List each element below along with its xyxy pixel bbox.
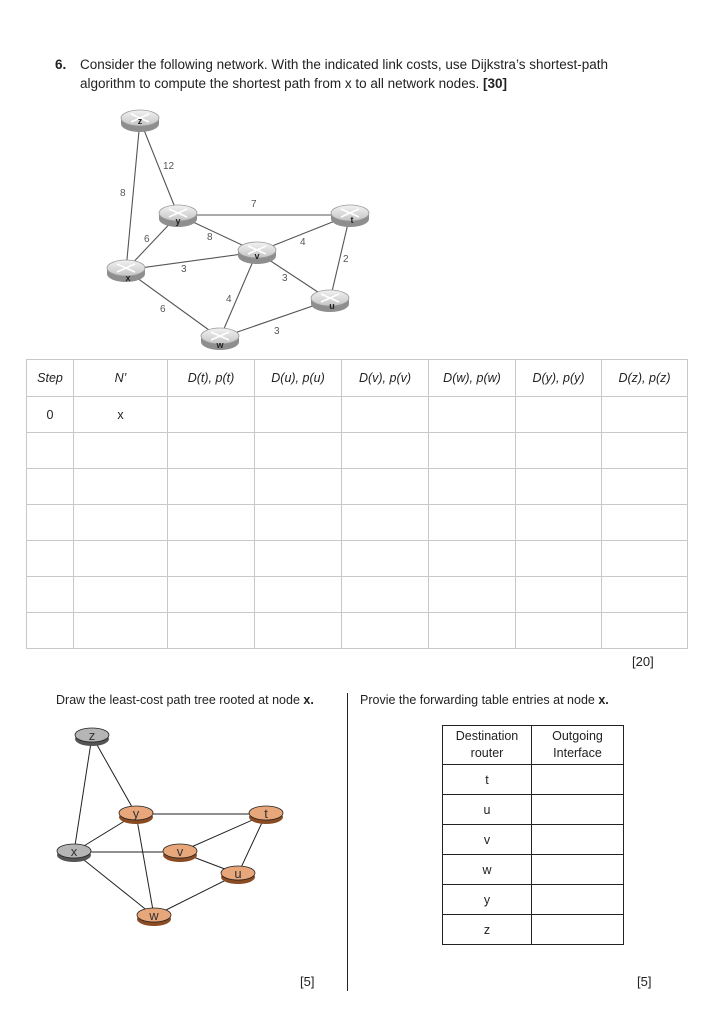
table-cell[interactable] (27, 505, 74, 541)
table-cell[interactable] (516, 613, 602, 649)
router-x (107, 260, 145, 283)
cost-z-x: 8 (120, 188, 126, 199)
dijkstra-table (26, 359, 688, 649)
destination-cell: w (443, 855, 532, 885)
table-cell[interactable] (602, 397, 688, 433)
table-cell[interactable] (602, 541, 688, 577)
cost-u-w: 3 (274, 326, 280, 337)
table-cell[interactable] (516, 469, 602, 505)
router-y (159, 205, 197, 227)
table-cell[interactable] (602, 577, 688, 613)
cost-v-w: 4 (226, 294, 232, 305)
table-cell[interactable] (168, 577, 255, 613)
cost-y-t: 7 (251, 199, 257, 210)
table-cell[interactable] (255, 397, 342, 433)
column-header: D(z), p(z) (602, 360, 688, 397)
table-cell[interactable] (429, 577, 516, 613)
cost-t-u: 2 (343, 254, 349, 265)
tree-node-u (221, 866, 255, 884)
table-cell[interactable] (27, 541, 74, 577)
table-cell[interactable] (516, 505, 602, 541)
tree-node-w-label: w (149, 908, 159, 923)
table-cell[interactable] (74, 433, 168, 469)
table-row (27, 469, 688, 505)
tree-node-y-label: y (132, 806, 140, 821)
router-u-label: u (329, 301, 335, 311)
table-cell[interactable] (255, 433, 342, 469)
table-cell[interactable] (74, 613, 168, 649)
section-divider (347, 693, 348, 991)
header-destination (443, 726, 532, 765)
table-marks: [20] (632, 654, 654, 669)
network-diagram (90, 100, 390, 355)
table-cell[interactable] (74, 469, 168, 505)
tree-node-z (75, 728, 109, 746)
forwarding-row (443, 855, 624, 885)
tree-prompt (56, 693, 314, 707)
table-row (27, 397, 688, 433)
tree-marks: [5] (300, 974, 315, 989)
table-cell[interactable] (74, 505, 168, 541)
table-cell[interactable] (516, 541, 602, 577)
cost-v-u: 3 (282, 273, 288, 284)
table-cell[interactable] (602, 613, 688, 649)
router-x-label: x (125, 273, 131, 283)
table-cell[interactable] (429, 397, 516, 433)
forwarding-row (443, 795, 624, 825)
header-outgoing-line2: Interface (553, 746, 602, 760)
table-cell[interactable] (168, 433, 255, 469)
table-cell[interactable] (27, 433, 74, 469)
router-y-label: y (175, 216, 181, 226)
table-cell[interactable] (74, 577, 168, 613)
table-cell[interactable] (255, 577, 342, 613)
header-destination-line1: Destination (455, 729, 519, 743)
table-cell[interactable] (602, 505, 688, 541)
table-cell[interactable] (516, 577, 602, 613)
question-marks: [30] (482, 76, 507, 91)
table-cell[interactable] (342, 577, 429, 613)
table-row (27, 541, 688, 577)
router-v-label: v (254, 251, 260, 261)
router-t-label: t (350, 215, 354, 225)
router-z-label: z (137, 116, 143, 126)
table-cell[interactable] (168, 397, 255, 433)
forwarding-prompt-node: x. (598, 693, 609, 707)
forwarding-prompt (360, 693, 609, 707)
tree-prompt-text: Draw the least-cost path tree rooted at node (56, 693, 300, 707)
destination-cell: u (443, 795, 532, 825)
tree-link-z-x (74, 736, 92, 852)
router-t (331, 205, 369, 227)
forwarding-row (443, 765, 624, 795)
table-row (27, 433, 688, 469)
table-cell[interactable] (168, 541, 255, 577)
table-cell[interactable] (602, 469, 688, 505)
header-outgoing-line1: Outgoing (552, 729, 603, 743)
table-row (27, 613, 688, 649)
tree-node-w (137, 908, 171, 926)
question-line-1: Consider the following network. With the indicated link costs, use Dijkstra’s shortest-path (80, 57, 608, 72)
question-line-2 (80, 76, 507, 91)
table-cell[interactable] (255, 613, 342, 649)
router-w-label: w (216, 340, 224, 350)
table-cell[interactable] (342, 541, 429, 577)
column-header: Step (27, 360, 74, 397)
table-cell[interactable] (429, 433, 516, 469)
outgoing-interface-cell[interactable] (532, 885, 624, 915)
column-header: D(w), p(w) (429, 360, 516, 397)
table-cell[interactable] (27, 613, 74, 649)
outgoing-interface-cell[interactable] (532, 855, 624, 885)
table-cell[interactable] (255, 469, 342, 505)
tree-link-z-y (92, 736, 136, 814)
tree-link-y-w (136, 814, 154, 916)
destination-cell: v (443, 825, 532, 855)
tree-node-v-label: v (176, 844, 184, 859)
tree-link-x-w (74, 852, 154, 916)
tree-node-z-label: z (88, 728, 96, 743)
table-cell[interactable] (168, 613, 255, 649)
tree-node-t (249, 806, 283, 824)
table-cell[interactable] (342, 613, 429, 649)
table-cell[interactable] (516, 433, 602, 469)
table-cell[interactable] (342, 505, 429, 541)
forwarding-table (442, 725, 624, 945)
table-cell[interactable] (429, 541, 516, 577)
column-header: D(v), p(v) (342, 360, 429, 397)
forwarding-row (443, 885, 624, 915)
forwarding-row (443, 825, 624, 855)
tree-node-x (57, 844, 91, 862)
table-cell[interactable]: x (74, 397, 168, 433)
tree-node-t-label: t (264, 806, 268, 821)
tree-node-u-label: u (234, 866, 242, 881)
column-header: D(t), p(t) (168, 360, 255, 397)
destination-cell: t (443, 765, 532, 795)
link-x-w (126, 270, 220, 338)
tree-diagram[interactable] (50, 722, 290, 932)
tree-links (74, 736, 266, 916)
table-cell[interactable] (602, 433, 688, 469)
header-outgoing (532, 726, 624, 765)
tree-prompt-node: x. (303, 693, 314, 707)
table-cell[interactable] (168, 505, 255, 541)
forwarding-body (443, 765, 624, 945)
cost-x-w: 6 (160, 304, 166, 315)
table-body (27, 397, 688, 649)
table-row (27, 505, 688, 541)
forwarding-marks: [5] (637, 974, 652, 989)
forwarding-row (443, 915, 624, 945)
table-cell[interactable] (429, 469, 516, 505)
forwarding-prompt-text: Provie the forwarding table entries at node (360, 693, 595, 707)
table-header-row (27, 360, 688, 397)
router-v (238, 242, 276, 264)
table-cell[interactable] (255, 541, 342, 577)
table-row (27, 577, 688, 613)
question-line-2-text: algorithm to compute the shortest path from x to all network nodes. (80, 76, 480, 91)
outgoing-interface-cell[interactable] (532, 825, 624, 855)
table-cell[interactable] (27, 577, 74, 613)
table-cell[interactable] (255, 505, 342, 541)
table-cell[interactable] (342, 433, 429, 469)
link-x-v (126, 251, 260, 270)
router-z (121, 110, 159, 132)
cost-y-x: 6 (144, 234, 150, 245)
tree-node-x-label: x (70, 844, 78, 859)
table-cell[interactable] (342, 397, 429, 433)
column-header: D(u), p(u) (255, 360, 342, 397)
outgoing-interface-cell[interactable] (532, 915, 624, 945)
link-costs (120, 161, 349, 337)
header-destination-line2: router (470, 746, 504, 760)
tree-node-y (119, 806, 153, 824)
router-u (311, 290, 349, 312)
cost-y-v: 8 (207, 232, 213, 243)
cost-x-v: 3 (181, 264, 187, 275)
column-header: D(y), p(y) (516, 360, 602, 397)
tree-node-v (163, 844, 197, 862)
cost-z-y: 12 (163, 161, 175, 172)
outgoing-interface-cell[interactable] (532, 765, 624, 795)
table-cell[interactable] (429, 613, 516, 649)
table-cell[interactable]: 0 (27, 397, 74, 433)
destination-cell: y (443, 885, 532, 915)
destination-cell: z (443, 915, 532, 945)
column-header: N’ (74, 360, 168, 397)
table-cell[interactable] (27, 469, 74, 505)
table-cell[interactable] (74, 541, 168, 577)
question-number: 6. (55, 57, 67, 72)
router-w (201, 328, 239, 350)
forwarding-header-row (443, 726, 624, 765)
cost-v-t: 4 (300, 237, 306, 248)
table-cell[interactable] (516, 397, 602, 433)
table-cell[interactable] (342, 469, 429, 505)
table-cell[interactable] (168, 469, 255, 505)
table-cell[interactable] (429, 505, 516, 541)
outgoing-interface-cell[interactable] (532, 795, 624, 825)
link-z-x (126, 120, 140, 270)
